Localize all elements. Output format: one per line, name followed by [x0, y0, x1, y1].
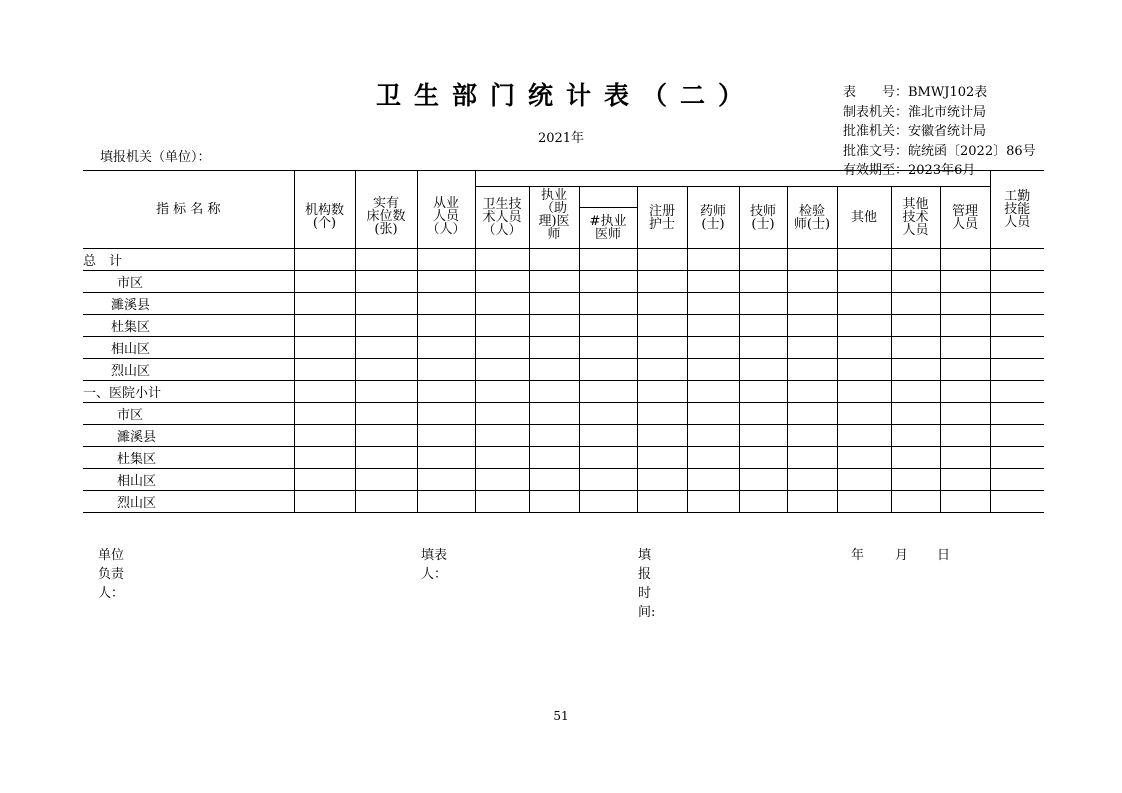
data-cell[interactable] [990, 447, 1044, 469]
header-employees: 从业 人员 （人） [417, 171, 475, 249]
data-cell[interactable] [579, 425, 637, 447]
data-cell[interactable] [787, 315, 837, 337]
data-cell[interactable] [475, 447, 529, 469]
data-cell[interactable] [294, 403, 355, 425]
data-cell[interactable] [990, 359, 1044, 381]
data-cell[interactable] [529, 491, 579, 513]
data-cell[interactable] [355, 293, 417, 315]
data-cell[interactable] [990, 315, 1044, 337]
data-cell[interactable] [637, 359, 687, 381]
data-cell[interactable] [529, 403, 579, 425]
row-label: 烈山区 [83, 359, 294, 381]
data-cell[interactable] [637, 447, 687, 469]
data-cell[interactable] [529, 469, 579, 491]
data-cell[interactable] [475, 403, 529, 425]
data-cell[interactable] [739, 337, 787, 359]
data-cell[interactable] [891, 293, 940, 315]
data-cell[interactable] [891, 337, 940, 359]
data-cell[interactable] [787, 271, 837, 293]
data-cell[interactable] [787, 491, 837, 513]
data-cell[interactable] [837, 425, 891, 447]
data-cell[interactable] [637, 381, 687, 403]
table-row [83, 271, 1044, 293]
data-cell[interactable] [687, 337, 739, 359]
header-management: 管理 人员 [940, 187, 990, 249]
data-cell[interactable] [739, 469, 787, 491]
table-row [83, 491, 1044, 513]
meta-approver: 批准机关：安徽省统计局 [843, 124, 987, 139]
data-cell[interactable] [355, 315, 417, 337]
table-row [83, 381, 1044, 403]
data-cell[interactable] [990, 293, 1044, 315]
data-cell[interactable] [837, 271, 891, 293]
header-service: 工勤 技能 人员 [990, 171, 1044, 249]
data-cell[interactable] [579, 447, 637, 469]
table-row [83, 447, 1044, 469]
data-cell[interactable] [687, 359, 739, 381]
data-cell[interactable] [529, 271, 579, 293]
data-cell[interactable] [529, 359, 579, 381]
data-cell[interactable] [787, 359, 837, 381]
data-cell[interactable] [355, 381, 417, 403]
data-cell[interactable] [475, 381, 529, 403]
data-cell[interactable] [355, 491, 417, 513]
footer-head: 单位负责人： [98, 548, 125, 601]
data-cell[interactable] [475, 315, 529, 337]
data-cell[interactable] [355, 403, 417, 425]
table-row [83, 469, 1044, 491]
data-cell[interactable] [475, 425, 529, 447]
data-cell[interactable] [739, 425, 787, 447]
row-label: 市区 [83, 403, 294, 425]
report-year: 2021年 [537, 131, 585, 146]
data-cell[interactable] [837, 337, 891, 359]
table-body [83, 249, 1044, 513]
data-cell[interactable] [294, 337, 355, 359]
data-cell[interactable] [294, 249, 355, 271]
data-cell[interactable] [837, 381, 891, 403]
footer-day: 日 [937, 548, 951, 563]
table-row [83, 315, 1044, 337]
data-cell[interactable] [940, 271, 990, 293]
data-cell[interactable] [637, 293, 687, 315]
data-cell[interactable] [579, 359, 637, 381]
data-cell[interactable] [579, 469, 637, 491]
data-cell[interactable] [417, 447, 475, 469]
data-cell[interactable] [417, 249, 475, 271]
meta-valid-until: 有效期至：2023年6月 [843, 163, 976, 178]
data-cell[interactable] [891, 469, 940, 491]
header-beds: 实有 床位数 (张) [355, 171, 417, 249]
data-cell[interactable] [940, 337, 990, 359]
data-cell[interactable] [787, 249, 837, 271]
data-cell[interactable] [891, 381, 940, 403]
data-cell[interactable] [739, 293, 787, 315]
data-cell[interactable] [637, 425, 687, 447]
header-physician-sub-top [579, 187, 637, 208]
data-cell[interactable] [355, 359, 417, 381]
footer-time: 填报时间: [638, 548, 656, 620]
data-cell[interactable] [990, 337, 1044, 359]
data-cell[interactable] [637, 469, 687, 491]
data-cell[interactable] [990, 381, 1044, 403]
data-cell[interactable] [787, 381, 837, 403]
data-cell[interactable] [475, 337, 529, 359]
data-cell[interactable] [837, 447, 891, 469]
data-cell[interactable] [787, 293, 837, 315]
data-cell[interactable] [579, 249, 637, 271]
data-cell[interactable] [637, 249, 687, 271]
data-cell[interactable] [940, 359, 990, 381]
data-cell[interactable] [475, 293, 529, 315]
data-cell[interactable] [579, 403, 637, 425]
data-cell[interactable] [940, 293, 990, 315]
data-cell[interactable] [739, 447, 787, 469]
data-cell[interactable] [739, 315, 787, 337]
data-cell[interactable] [355, 447, 417, 469]
data-cell[interactable] [294, 293, 355, 315]
data-cell[interactable] [529, 447, 579, 469]
footer-filler: 填表人： [421, 548, 448, 582]
data-cell[interactable] [940, 491, 990, 513]
data-cell[interactable] [787, 469, 837, 491]
data-cell[interactable] [687, 469, 739, 491]
table-row [83, 359, 1044, 381]
data-cell[interactable] [294, 447, 355, 469]
data-cell[interactable] [787, 425, 837, 447]
data-cell[interactable] [529, 425, 579, 447]
row-label: 杜集区 [83, 315, 294, 337]
data-cell[interactable] [940, 249, 990, 271]
page-number: 51 [553, 709, 569, 723]
data-cell[interactable] [579, 491, 637, 513]
data-cell[interactable] [294, 271, 355, 293]
filer-label: 填报机关（单位）： [100, 150, 211, 165]
data-cell[interactable] [891, 425, 940, 447]
data-cell[interactable] [529, 249, 579, 271]
data-cell[interactable] [417, 359, 475, 381]
data-cell[interactable] [475, 491, 529, 513]
data-cell[interactable] [687, 491, 739, 513]
data-cell[interactable] [837, 315, 891, 337]
data-cell[interactable] [687, 447, 739, 469]
row-label: 相山区 [83, 469, 294, 491]
data-cell[interactable] [475, 249, 529, 271]
data-cell[interactable] [417, 491, 475, 513]
data-cell[interactable] [787, 403, 837, 425]
header-institutions: 机构数 (个) [294, 171, 355, 249]
header-health-tech: 卫生技 术人员 （人） [475, 187, 529, 249]
data-cell[interactable] [990, 271, 1044, 293]
data-cell[interactable] [579, 337, 637, 359]
data-cell[interactable] [891, 271, 940, 293]
data-cell[interactable] [687, 315, 739, 337]
data-cell[interactable] [294, 469, 355, 491]
data-cell[interactable] [739, 359, 787, 381]
data-cell[interactable] [355, 271, 417, 293]
data-cell[interactable] [417, 425, 475, 447]
data-cell[interactable] [579, 315, 637, 337]
data-cell[interactable] [417, 271, 475, 293]
data-cell[interactable] [940, 425, 990, 447]
data-cell[interactable] [637, 315, 687, 337]
data-cell[interactable] [355, 425, 417, 447]
data-cell[interactable] [637, 491, 687, 513]
data-cell[interactable] [891, 447, 940, 469]
row-label: 市区 [83, 271, 294, 293]
data-cell[interactable] [837, 491, 891, 513]
data-cell[interactable] [355, 469, 417, 491]
data-cell[interactable] [529, 315, 579, 337]
data-cell[interactable] [417, 337, 475, 359]
data-cell[interactable] [837, 359, 891, 381]
data-cell[interactable] [990, 491, 1044, 513]
data-cell[interactable] [940, 403, 990, 425]
data-cell[interactable] [990, 403, 1044, 425]
meta-issuer: 制表机关：淮北市统计局 [843, 104, 987, 120]
form-meta [843, 83, 1036, 181]
header-technician: 技师 (士) [739, 187, 787, 249]
data-cell[interactable] [475, 469, 529, 491]
meta-approval-number: 批准文号：皖统函〔2022〕86号 [843, 143, 1036, 159]
table-row [83, 249, 1044, 271]
data-cell[interactable] [837, 249, 891, 271]
data-cell[interactable] [687, 381, 739, 403]
table-row [83, 403, 1044, 425]
data-cell[interactable] [529, 337, 579, 359]
data-cell[interactable] [294, 315, 355, 337]
data-cell[interactable] [739, 249, 787, 271]
header-group-spacer [475, 171, 990, 187]
data-cell[interactable] [940, 447, 990, 469]
table-row [83, 293, 1044, 315]
data-cell[interactable] [837, 403, 891, 425]
statistics-table [83, 170, 1044, 513]
data-cell[interactable] [891, 315, 940, 337]
data-cell[interactable] [294, 425, 355, 447]
row-label: 濉溪县 [83, 293, 294, 315]
data-cell[interactable] [417, 403, 475, 425]
data-cell[interactable] [637, 271, 687, 293]
footer-year: 年 [851, 548, 865, 563]
data-cell[interactable] [475, 271, 529, 293]
data-cell[interactable] [417, 315, 475, 337]
row-label: 濉溪县 [83, 425, 294, 447]
data-cell[interactable] [579, 381, 637, 403]
row-label: 相山区 [83, 337, 294, 359]
data-cell[interactable] [417, 469, 475, 491]
data-cell[interactable] [637, 403, 687, 425]
meta-form-number: 表 号：BMWJ102表 [843, 85, 988, 100]
data-cell[interactable] [579, 271, 637, 293]
data-cell[interactable] [990, 249, 1044, 271]
data-cell[interactable] [687, 271, 739, 293]
data-cell[interactable] [837, 293, 891, 315]
data-cell[interactable] [637, 337, 687, 359]
table-row [83, 337, 1044, 359]
footer-month: 月 [895, 548, 909, 563]
data-cell[interactable] [529, 293, 579, 315]
header-indicator: 指 标 名 称 [83, 171, 294, 249]
data-cell[interactable] [687, 249, 739, 271]
data-cell[interactable] [990, 425, 1044, 447]
row-label: 杜集区 [83, 447, 294, 469]
data-cell[interactable] [529, 381, 579, 403]
data-cell[interactable] [417, 381, 475, 403]
data-cell[interactable] [739, 403, 787, 425]
data-cell[interactable] [294, 491, 355, 513]
header-other-tech: 其他 技术 人员 [891, 187, 940, 249]
data-cell[interactable] [940, 469, 990, 491]
data-cell[interactable] [891, 491, 940, 513]
data-cell[interactable] [579, 293, 637, 315]
row-label: 总 计 [83, 249, 294, 271]
data-cell[interactable] [990, 469, 1044, 491]
data-cell[interactable] [475, 359, 529, 381]
data-cell[interactable] [940, 315, 990, 337]
data-cell[interactable] [787, 337, 837, 359]
header-lab: 检验 师(士) [787, 187, 837, 249]
header-pharmacist: 药师 (士) [687, 187, 739, 249]
header-nurse: 注册 护士 [637, 187, 687, 249]
data-cell[interactable] [787, 447, 837, 469]
data-cell[interactable] [739, 381, 787, 403]
row-label: 一、医院小计 [83, 381, 294, 403]
page-title: 卫生部门统计表（二） [375, 81, 756, 110]
data-cell[interactable] [739, 491, 787, 513]
data-cell[interactable] [940, 381, 990, 403]
table-row [83, 425, 1044, 447]
header-physician-sub: #执业 医师 [579, 208, 637, 249]
data-cell[interactable] [891, 359, 940, 381]
header-physician: 执业 （助 理)医 师 [529, 187, 579, 249]
data-cell[interactable] [687, 293, 739, 315]
data-cell[interactable] [417, 293, 475, 315]
row-label: 烈山区 [83, 491, 294, 513]
data-cell[interactable] [355, 249, 417, 271]
data-cell[interactable] [891, 403, 940, 425]
header-other: 其他 [837, 187, 891, 249]
data-cell[interactable] [891, 249, 940, 271]
data-cell[interactable] [294, 359, 355, 381]
data-cell[interactable] [355, 337, 417, 359]
data-cell[interactable] [294, 381, 355, 403]
data-cell[interactable] [739, 271, 787, 293]
data-cell[interactable] [687, 425, 739, 447]
data-cell[interactable] [687, 403, 739, 425]
data-cell[interactable] [837, 469, 891, 491]
